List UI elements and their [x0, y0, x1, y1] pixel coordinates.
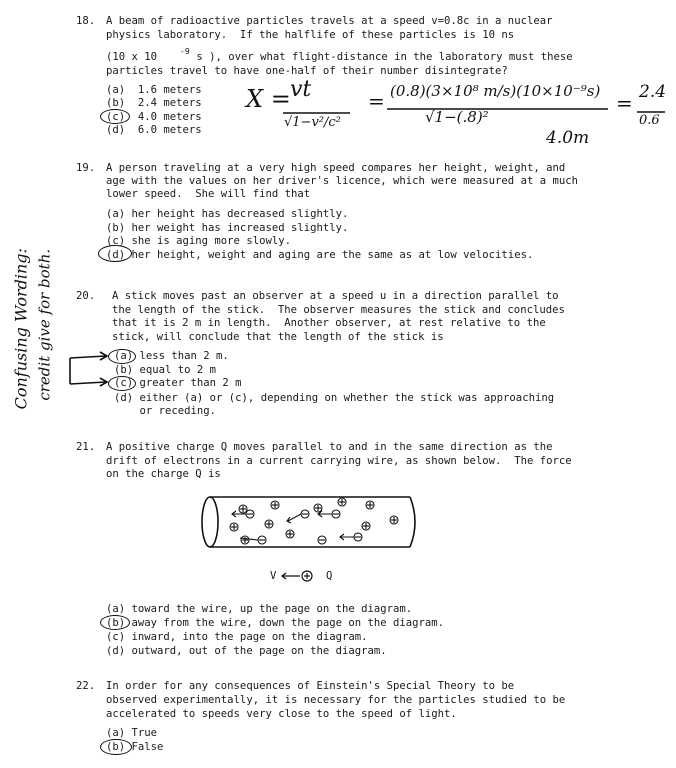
question-text: A stick moves past an observer at a speed u in a direction parallel to: [112, 290, 559, 302]
option-d[interactable]: (d) either (a) or (c), depending on whether the stick was approaching: [114, 392, 555, 404]
answer-circle: [100, 109, 130, 124]
question-text: s ), over what flight-distance in the laboratory must these: [190, 51, 573, 63]
question-text: observed experimentally, it is necessary for the particles studied to be: [106, 694, 566, 706]
question-text: A positive charge Q moves parallel to and in the same direction as the: [106, 441, 553, 453]
question-text: lower speed. She will find that: [106, 188, 311, 200]
charge-label: Q: [326, 570, 333, 582]
velocity-label: V: [270, 570, 277, 582]
hand-frac-num: 2.4: [639, 82, 667, 102]
option-b[interactable]: (b) False: [106, 741, 164, 753]
option-a[interactable]: (a) True: [106, 727, 158, 739]
question-text: drift of electrons in a current carrying wire, as shown below. The force: [106, 455, 572, 467]
hand-num1: vt: [290, 77, 312, 102]
option-b[interactable]: (b) her weight has increased slightly.: [106, 222, 349, 234]
wire-diagram: [0, 0, 1, 1]
option-d[interactable]: (d) her height, weight and aging are the same as at low velocities.: [106, 249, 534, 261]
hand-frac-den: 0.6: [639, 113, 660, 128]
hand-answer: 4.0m: [546, 128, 590, 148]
question-text: age with the values on her driver's licence, which were measured at a much: [106, 175, 578, 187]
question-text: stick, will conclude that the length of the stick is: [112, 331, 444, 343]
question-text: accelerated to speeds very close to the speed of light.: [106, 708, 457, 720]
hand-x: X =: [246, 85, 291, 113]
option-d[interactable]: (d) outward, out of the page on the diagram.: [106, 645, 387, 657]
question-text: the length of the stick. The observer measures the stick and concludes: [112, 304, 565, 316]
option-c[interactable]: (c) greater than 2 m: [114, 377, 242, 389]
option-b[interactable]: (b) 2.4 meters: [106, 97, 202, 109]
hand-den2: √1−(.8)²: [425, 108, 489, 126]
option-d-cont: or receding.: [114, 405, 217, 417]
option-b[interactable]: (b) equal to 2 m: [114, 364, 217, 376]
hand-num2: (0.8)(3×10⁸ m/s)(10×10⁻⁹s): [390, 82, 601, 100]
option-d[interactable]: (d) 6.0 meters: [106, 124, 202, 136]
question-text: particles travel to have one-half of their number disintegrate?: [106, 65, 508, 77]
question-number: 19.: [76, 162, 96, 174]
question-text: A beam of radioactive particles travels at a speed v=0.8c in a nuclear: [106, 15, 553, 27]
margin-note-1: Confusing Wording:: [11, 248, 31, 410]
question-text: physics laboratory. If the halflife of these particles is 10 ns: [106, 29, 515, 41]
superscript: -9: [180, 47, 190, 56]
option-a[interactable]: (a) toward the wire, up the page on the diagram.: [106, 603, 413, 615]
question-text: In order for any consequences of Einstein's Special Theory to be: [106, 680, 515, 692]
answer-circle: [100, 739, 132, 755]
question-number: 22.: [76, 680, 96, 692]
question-text: on the charge Q is: [106, 468, 221, 480]
option-a[interactable]: (a) her height has decreased slightly.: [106, 208, 349, 220]
question-number: 21.: [76, 441, 96, 453]
option-a[interactable]: (a) less than 2 m.: [114, 350, 229, 362]
answer-circle: [98, 245, 132, 262]
answer-circle: [108, 349, 136, 364]
hand-eq2: =: [616, 91, 633, 115]
question-text: A person traveling at a very high speed compares her height, weight, and: [106, 162, 566, 174]
option-b[interactable]: (b) away from the wire, down the page on the diagram.: [106, 617, 445, 629]
question-number: 20.: [76, 290, 96, 302]
option-c[interactable]: (c) 4.0 meters: [106, 111, 202, 123]
question-text: that it is 2 m in length. Another observer, at rest relative to the: [112, 317, 546, 329]
option-c[interactable]: (c) inward, into the page on the diagram.: [106, 631, 368, 643]
option-a[interactable]: (a) 1.6 meters: [106, 84, 202, 96]
hand-den1: √1−v²/c²: [284, 115, 341, 130]
answer-circle: [108, 376, 136, 391]
margin-note-2: credit give for both.: [35, 248, 54, 401]
answer-circle: [100, 615, 130, 630]
question-text: (10 x 10: [106, 51, 158, 63]
question-number: 18.: [76, 15, 96, 27]
option-c[interactable]: (c) she is aging more slowly.: [106, 235, 291, 247]
hand-eq: =: [368, 89, 385, 113]
